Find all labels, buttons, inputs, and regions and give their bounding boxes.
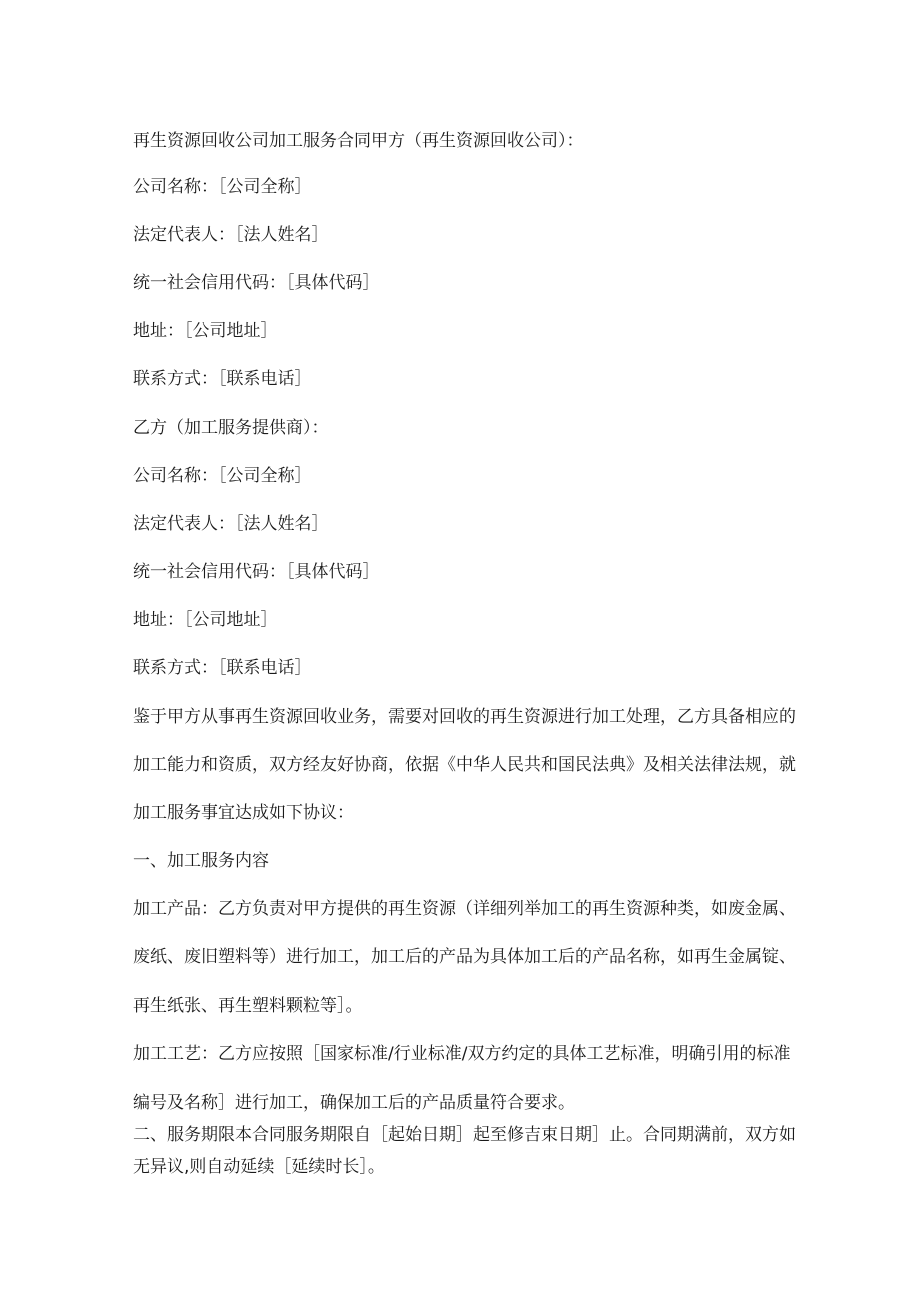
preamble-line-3: 加工服务事宜达成如下协议：	[133, 803, 354, 823]
contract-title: 再生资源回收公司加工服务合同甲方（再生资源回收公司）：	[133, 131, 584, 151]
party-a-credit-code: 统一社会信用代码：［具体代码］	[133, 273, 380, 293]
party-a-company-name: 公司名称：［公司全称］	[133, 177, 312, 197]
party-b-contact: 联系方式：［联系电话］	[133, 658, 312, 678]
party-b-company-name: 公司名称：［公司全称］	[133, 466, 312, 486]
party-a-contact: 联系方式：［联系电话］	[133, 369, 312, 389]
section-1-heading: 一、加工服务内容	[133, 851, 269, 871]
party-b-credit-code: 统一社会信用代码：［具体代码］	[133, 562, 380, 582]
processing-technology-line-2: 编号及名称］进行加工，确保加工后的产品质量符合要求。	[133, 1093, 575, 1113]
processing-products-line-3: 再生纸张、再生塑料颗粒等］。	[133, 996, 363, 1016]
party-a-legal-representative: 法定代表人：［法人姓名］	[133, 225, 329, 245]
processing-products-line-2: 废纸、废旧塑料等）进行加工，加工后的产品为具体加工后的产品名称，如再生金属锭、	[133, 947, 796, 967]
party-b-legal-representative: 法定代表人：［法人姓名］	[133, 514, 329, 534]
preamble-line-1: 鉴于甲方从事再生资源回收业务，需要对回收的再生资源进行加工处理，乙方具备相应的	[133, 707, 796, 727]
processing-products-line-1: 加工产品：乙方负责对甲方提供的再生资源（详细列举加工的再生资源种类，如废金属、	[133, 899, 796, 919]
party-b-address: 地址：［公司地址］	[133, 610, 278, 630]
party-b-heading: 乙方（加工服务提供商）：	[133, 418, 329, 438]
processing-technology-line-1: 加工工艺：乙方应按照［国家标准/行业标准/双方约定的具体工艺标准，明确引用的标准	[133, 1044, 791, 1064]
party-a-address: 地址：［公司地址］	[133, 321, 278, 341]
preamble-line-2: 加工能力和资质，双方经友好协商，依据《中华人民共和国民法典》及相关法律法规，就	[133, 755, 796, 775]
section-2-line-1: 二、服务期限本合同服务期限自［起始日期］起至修吉束日期］止。合同期满前，双方如	[133, 1125, 796, 1145]
section-2-line-2: 无异议,则自动延续［延续时长］。	[133, 1157, 385, 1177]
